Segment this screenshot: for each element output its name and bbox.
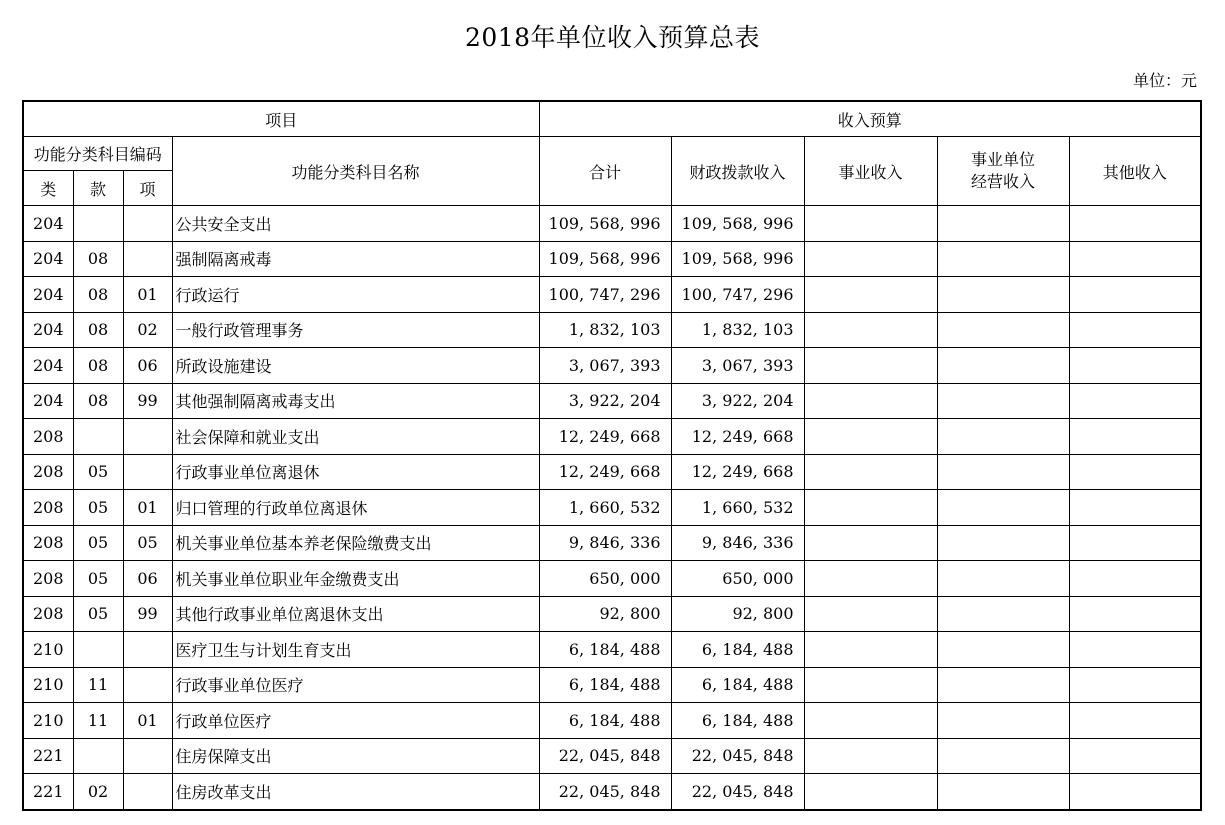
cell-kuan <box>73 632 123 668</box>
cell-other <box>1069 312 1201 348</box>
cell-total: 3, 067, 393 <box>539 348 671 384</box>
cell-xiang: 99 <box>123 596 172 632</box>
cell-fiscal: 100, 747, 296 <box>671 277 804 313</box>
header-name-col: 功能分类科目名称 <box>172 137 539 206</box>
cell-xiang <box>123 419 172 455</box>
cell-kuan: 02 <box>73 774 123 810</box>
cell-business <box>804 348 937 384</box>
cell-lei: 210 <box>23 667 73 703</box>
cell-operating <box>937 774 1069 810</box>
table-row <box>23 596 1201 632</box>
header-code-group: 功能分类科目编码 <box>23 137 172 171</box>
cell-kuan: 08 <box>73 241 123 277</box>
cell-xiang: 01 <box>123 490 172 526</box>
cell-fiscal: 109, 568, 996 <box>671 241 804 277</box>
cell-xiang: 01 <box>123 277 172 313</box>
cell-kuan: 08 <box>73 277 123 313</box>
cell-kuan: 05 <box>73 561 123 597</box>
cell-total: 1, 832, 103 <box>539 312 671 348</box>
header-kuan: 款 <box>73 171 123 206</box>
cell-kuan: 11 <box>73 703 123 739</box>
cell-fiscal: 92, 800 <box>671 596 804 632</box>
header-total: 合计 <box>539 137 671 206</box>
cell-other <box>1069 454 1201 490</box>
cell-fiscal: 6, 184, 488 <box>671 667 804 703</box>
cell-business <box>804 454 937 490</box>
header-lei: 类 <box>23 171 73 206</box>
cell-operating <box>937 419 1069 455</box>
cell-business <box>804 525 937 561</box>
cell-other <box>1069 490 1201 526</box>
cell-other <box>1069 632 1201 668</box>
cell-xiang <box>123 774 172 810</box>
table-row <box>23 703 1201 739</box>
cell-lei: 204 <box>23 206 73 242</box>
table-row <box>23 419 1201 455</box>
cell-business <box>804 561 937 597</box>
cell-other <box>1069 383 1201 419</box>
cell-fiscal: 12, 249, 668 <box>671 419 804 455</box>
cell-other <box>1069 241 1201 277</box>
cell-kuan <box>73 419 123 455</box>
cell-kuan: 08 <box>73 383 123 419</box>
cell-xiang <box>123 632 172 668</box>
cell-total: 650, 000 <box>539 561 671 597</box>
cell-other <box>1069 525 1201 561</box>
cell-operating <box>937 454 1069 490</box>
cell-business <box>804 277 937 313</box>
cell-total: 12, 249, 668 <box>539 454 671 490</box>
cell-lei: 208 <box>23 596 73 632</box>
cell-operating <box>937 348 1069 384</box>
cell-total: 9, 846, 336 <box>539 525 671 561</box>
cell-name: 归口管理的行政单位离退休 <box>172 490 539 526</box>
cell-total: 12, 249, 668 <box>539 419 671 455</box>
cell-other <box>1069 348 1201 384</box>
cell-other <box>1069 561 1201 597</box>
cell-operating <box>937 632 1069 668</box>
cell-name: 机关事业单位职业年金缴费支出 <box>172 561 539 597</box>
cell-name: 住房改革支出 <box>172 774 539 810</box>
cell-other <box>1069 277 1201 313</box>
cell-business <box>804 312 937 348</box>
cell-lei: 208 <box>23 454 73 490</box>
cell-name: 强制隔离戒毒 <box>172 241 539 277</box>
table-row <box>23 241 1201 277</box>
cell-xiang <box>123 667 172 703</box>
cell-operating <box>937 525 1069 561</box>
table-row <box>23 348 1201 384</box>
cell-name: 医疗卫生与计划生育支出 <box>172 632 539 668</box>
cell-lei: 204 <box>23 312 73 348</box>
cell-xiang: 02 <box>123 312 172 348</box>
cell-business <box>804 490 937 526</box>
table-row <box>23 738 1201 774</box>
cell-business <box>804 738 937 774</box>
cell-business <box>804 703 937 739</box>
cell-fiscal: 1, 660, 532 <box>671 490 804 526</box>
header-operating: 事业单位 经营收入 <box>937 137 1069 206</box>
table-row <box>23 206 1201 242</box>
table-row <box>23 667 1201 703</box>
cell-lei: 204 <box>23 383 73 419</box>
cell-total: 109, 568, 996 <box>539 206 671 242</box>
cell-other <box>1069 206 1201 242</box>
cell-operating <box>937 206 1069 242</box>
cell-name: 行政单位医疗 <box>172 703 539 739</box>
cell-fiscal: 12, 249, 668 <box>671 454 804 490</box>
cell-business <box>804 667 937 703</box>
cell-total: 1, 660, 532 <box>539 490 671 526</box>
table-row <box>23 774 1201 810</box>
cell-kuan <box>73 738 123 774</box>
cell-total: 3, 922, 204 <box>539 383 671 419</box>
cell-fiscal: 9, 846, 336 <box>671 525 804 561</box>
cell-operating <box>937 703 1069 739</box>
cell-xiang: 06 <box>123 561 172 597</box>
cell-name: 公共安全支出 <box>172 206 539 242</box>
header-income-budget: 收入预算 <box>539 101 1201 137</box>
cell-business <box>804 241 937 277</box>
cell-fiscal: 22, 045, 848 <box>671 738 804 774</box>
cell-kuan: 08 <box>73 312 123 348</box>
cell-lei: 208 <box>23 490 73 526</box>
cell-fiscal: 3, 067, 393 <box>671 348 804 384</box>
header-row-2 <box>23 137 1201 171</box>
cell-operating <box>937 667 1069 703</box>
cell-name: 所政设施建设 <box>172 348 539 384</box>
cell-name: 其他强制隔离戒毒支出 <box>172 383 539 419</box>
cell-other <box>1069 774 1201 810</box>
unit-label: 单位：元 <box>1132 71 1197 90</box>
cell-total: 22, 045, 848 <box>539 738 671 774</box>
page-title: 2018年单位收入预算总表 <box>464 23 761 52</box>
cell-business <box>804 774 937 810</box>
budget-table <box>22 100 1202 811</box>
cell-name: 行政事业单位离退休 <box>172 454 539 490</box>
cell-total: 109, 568, 996 <box>539 241 671 277</box>
cell-operating <box>937 596 1069 632</box>
header-xiang: 项 <box>123 171 172 206</box>
cell-lei: 204 <box>23 348 73 384</box>
cell-name: 机关事业单位基本养老保险缴费支出 <box>172 525 539 561</box>
cell-kuan: 05 <box>73 490 123 526</box>
table-row <box>23 312 1201 348</box>
header-item: 项目 <box>23 101 539 137</box>
cell-xiang: 99 <box>123 383 172 419</box>
cell-other <box>1069 596 1201 632</box>
header-fiscal: 财政拨款收入 <box>671 137 804 206</box>
cell-xiang: 01 <box>123 703 172 739</box>
cell-kuan: 11 <box>73 667 123 703</box>
cell-other <box>1069 738 1201 774</box>
cell-lei: 204 <box>23 241 73 277</box>
cell-fiscal: 1, 832, 103 <box>671 312 804 348</box>
cell-total: 22, 045, 848 <box>539 774 671 810</box>
cell-total: 6, 184, 488 <box>539 632 671 668</box>
cell-total: 92, 800 <box>539 596 671 632</box>
cell-operating <box>937 383 1069 419</box>
cell-lei: 208 <box>23 561 73 597</box>
cell-business <box>804 596 937 632</box>
cell-operating <box>937 277 1069 313</box>
cell-xiang <box>123 206 172 242</box>
cell-kuan: 05 <box>73 596 123 632</box>
cell-lei: 221 <box>23 774 73 810</box>
cell-total: 6, 184, 488 <box>539 667 671 703</box>
cell-name: 行政运行 <box>172 277 539 313</box>
cell-fiscal: 109, 568, 996 <box>671 206 804 242</box>
cell-business <box>804 419 937 455</box>
table-row <box>23 454 1201 490</box>
cell-other <box>1069 667 1201 703</box>
cell-lei: 204 <box>23 277 73 313</box>
cell-operating <box>937 561 1069 597</box>
cell-fiscal: 6, 184, 488 <box>671 703 804 739</box>
cell-lei: 221 <box>23 738 73 774</box>
cell-other <box>1069 419 1201 455</box>
cell-xiang <box>123 454 172 490</box>
table-row <box>23 525 1201 561</box>
header-row-1 <box>23 101 1201 137</box>
cell-operating <box>937 738 1069 774</box>
cell-xiang: 06 <box>123 348 172 384</box>
header-business: 事业收入 <box>804 137 937 206</box>
cell-operating <box>937 312 1069 348</box>
cell-xiang <box>123 738 172 774</box>
cell-kuan: 05 <box>73 525 123 561</box>
cell-business <box>804 206 937 242</box>
cell-lei: 208 <box>23 419 73 455</box>
header-other: 其他收入 <box>1069 137 1201 206</box>
cell-fiscal: 6, 184, 488 <box>671 632 804 668</box>
cell-business <box>804 383 937 419</box>
cell-total: 6, 184, 488 <box>539 703 671 739</box>
table-row <box>23 632 1201 668</box>
cell-kuan: 05 <box>73 454 123 490</box>
cell-total: 100, 747, 296 <box>539 277 671 313</box>
cell-lei: 208 <box>23 525 73 561</box>
table-row <box>23 383 1201 419</box>
cell-name: 社会保障和就业支出 <box>172 419 539 455</box>
cell-operating <box>937 241 1069 277</box>
table-row <box>23 561 1201 597</box>
cell-name: 其他行政事业单位离退休支出 <box>172 596 539 632</box>
cell-name: 住房保障支出 <box>172 738 539 774</box>
cell-lei: 210 <box>23 632 73 668</box>
cell-name: 一般行政管理事务 <box>172 312 539 348</box>
cell-business <box>804 632 937 668</box>
cell-fiscal: 650, 000 <box>671 561 804 597</box>
table-row <box>23 490 1201 526</box>
cell-fiscal: 3, 922, 204 <box>671 383 804 419</box>
cell-xiang <box>123 241 172 277</box>
cell-lei: 210 <box>23 703 73 739</box>
table-row <box>23 277 1201 313</box>
cell-xiang: 05 <box>123 525 172 561</box>
cell-kuan: 08 <box>73 348 123 384</box>
cell-name: 行政事业单位医疗 <box>172 667 539 703</box>
cell-other <box>1069 703 1201 739</box>
cell-operating <box>937 490 1069 526</box>
cell-fiscal: 22, 045, 848 <box>671 774 804 810</box>
cell-kuan <box>73 206 123 242</box>
